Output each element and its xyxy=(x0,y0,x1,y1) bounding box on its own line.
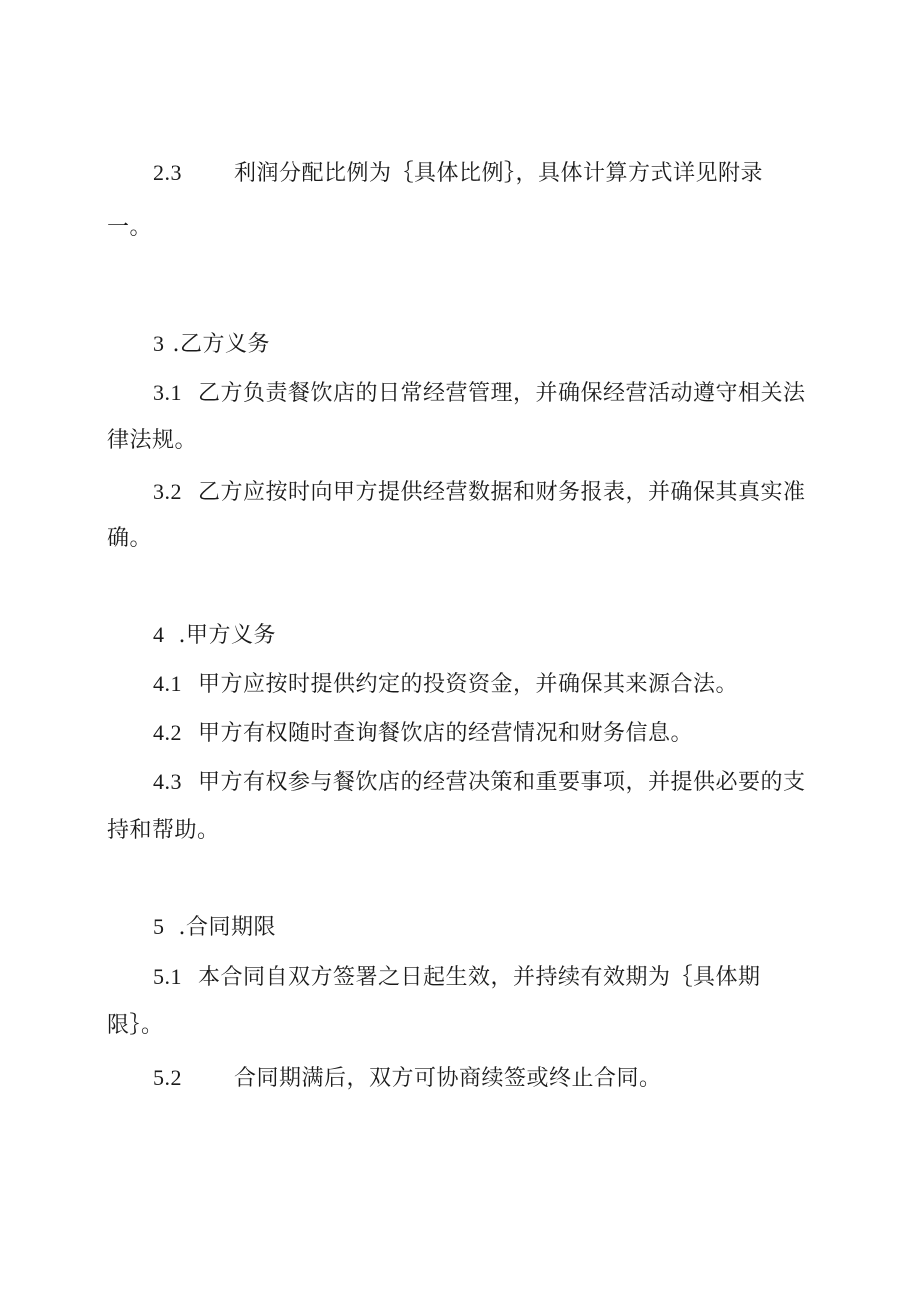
clause-text: 甲方应按时提供约定的投资资金，并确保其来源合法。 xyxy=(198,672,739,697)
clause-5-1-continuation xyxy=(107,1011,164,1041)
clause-4-3-continuation xyxy=(107,816,220,846)
section-number: 4 xyxy=(153,622,165,647)
clause-number: 3.2 xyxy=(153,479,182,504)
clause-text-continuation: 限｝。 xyxy=(107,1013,164,1038)
section-title: .合同期限 xyxy=(178,915,276,940)
clause-text: 乙方负责餐饮店的日常经营管理，并确保经营活动遵守相关法 xyxy=(198,381,806,406)
clause-text: 合同期满后，双方可协商续签或终止合同。 xyxy=(234,1066,662,1091)
clause-text-continuation: 持和帮助。 xyxy=(107,818,220,843)
clause-text-continuation: 确。 xyxy=(107,526,153,551)
clause-text: 本合同自双方签署之日起生效，并持续有效期为｛具体期 xyxy=(198,965,761,990)
clause-text: 甲方有权随时查询餐饮店的经营情况和财务信息。 xyxy=(198,721,694,746)
clause-number: 4.2 xyxy=(153,720,182,745)
clause-text-continuation: 律法规。 xyxy=(107,428,198,453)
clause-number: 3.1 xyxy=(153,380,182,405)
section-heading-5 xyxy=(153,912,276,943)
clause-number: 2.3 xyxy=(153,160,182,185)
clause-4-3 xyxy=(153,767,806,798)
section-number: 5 xyxy=(153,914,165,939)
clause-3-1-continuation xyxy=(107,426,197,456)
clause-4-1 xyxy=(153,669,738,700)
clause-4-2 xyxy=(153,718,693,749)
section-title: .甲方义务 xyxy=(178,623,276,648)
clause-3-1 xyxy=(153,378,806,409)
clause-5-2 xyxy=(153,1063,662,1094)
clause-text: 利润分配比例为｛具体比例｝，具体计算方式详见附录 xyxy=(234,161,764,186)
clause-number: 5.1 xyxy=(153,964,182,989)
clause-2-3 xyxy=(153,158,763,189)
clause-3-2-continuation xyxy=(107,524,152,554)
clause-number: 4.1 xyxy=(153,671,182,696)
clause-3-2 xyxy=(153,477,806,508)
clause-text: 甲方有权参与餐饮店的经营决策和重要事项，并提供必要的支 xyxy=(198,770,806,795)
clause-number: 5.2 xyxy=(153,1065,182,1090)
section-heading-3 xyxy=(153,329,270,360)
section-number: 3 xyxy=(153,331,165,356)
clause-5-1 xyxy=(153,962,761,993)
section-title: .乙方义务 xyxy=(172,332,270,357)
clause-number: 4.3 xyxy=(153,769,182,794)
section-heading-4 xyxy=(153,620,276,651)
clause-text-continuation: 一。 xyxy=(107,215,153,240)
clause-2-3-continuation xyxy=(107,213,152,243)
clause-text: 乙方应按时向甲方提供经营数据和财务报表，并确保其真实准 xyxy=(198,480,806,505)
